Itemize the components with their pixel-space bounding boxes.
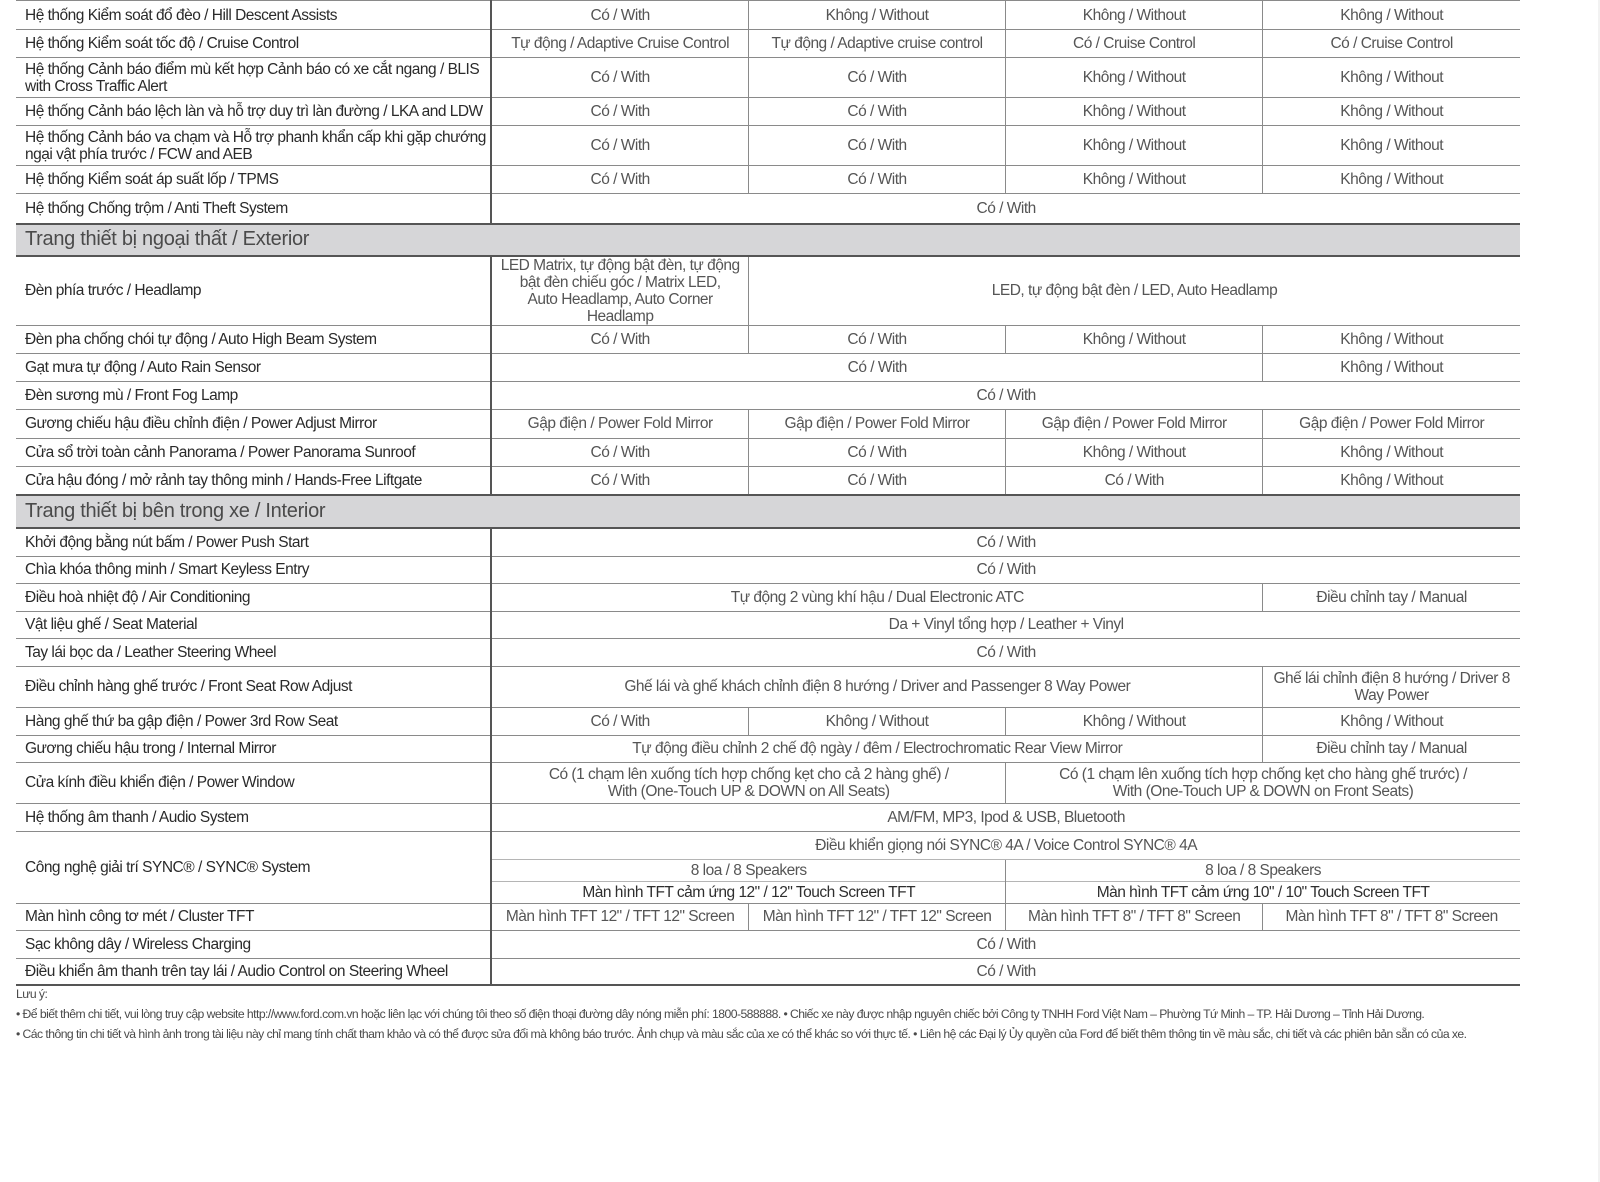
- spec-value: Điều chỉnh tay / Manual: [1263, 583, 1520, 611]
- spec-value: Màn hình TFT 12" / TFT 12" Screen: [748, 903, 1005, 930]
- spec-value: Có / With: [748, 126, 1005, 166]
- spec-value: Có / With: [491, 1, 748, 30]
- sync-speakers: 8 loa / 8 Speakers: [491, 859, 1005, 881]
- feature-label: Điều hoà nhiệt độ / Air Conditioning: [16, 583, 491, 611]
- feature-label: Gương chiếu hậu điều chỉnh điện / Power Adjust Mirror: [16, 409, 491, 438]
- spec-row-cluster-tft: [16, 903, 1520, 930]
- spec-value: Có / With: [491, 325, 748, 353]
- spec-value: Có / With: [491, 353, 1262, 381]
- spec-value: Có / With: [491, 930, 1520, 958]
- spec-value: Không / Without: [1006, 58, 1263, 98]
- spec-row-air-conditioning: [16, 583, 1520, 611]
- spec-value: Không / Without: [1263, 58, 1520, 98]
- spec-row-internal-mirror: [16, 735, 1520, 762]
- feature-label: Vật liệu ghế / Seat Material: [16, 611, 491, 638]
- spec-row-power-window: [16, 762, 1520, 803]
- feature-label: Gương chiếu hậu trong / Internal Mirror: [16, 735, 491, 762]
- spec-value: Điều chỉnh tay / Manual: [1263, 735, 1520, 762]
- spec-value: Có / With: [1006, 466, 1263, 495]
- spec-value: Không / Without: [1006, 707, 1263, 735]
- feature-label: Màn hình công tơ mét / Cluster TFT: [16, 903, 491, 930]
- spec-value: Có / With: [748, 58, 1005, 98]
- spec-value: Có / With: [491, 194, 1520, 224]
- feature-label: Cửa sổ trời toàn cảnh Panorama / Power Panorama Sunroof: [16, 438, 491, 466]
- spec-value: Ghế lái và ghế khách chỉnh điện 8 hướng / Driver and Passenger 8 Way Power: [491, 666, 1262, 707]
- spec-row-blis-with-cross-traffic-alert: [16, 58, 1520, 98]
- spec-value: Không / Without: [748, 707, 1005, 735]
- spec-row-audio-system: [16, 803, 1520, 831]
- spec-row-hill-descent-assists: [16, 1, 1520, 30]
- feature-label: Cửa kính điều khiển điện / Power Window: [16, 762, 491, 803]
- spec-value: Có / Cruise Control: [1006, 30, 1263, 58]
- spec-row-tpms: [16, 166, 1520, 194]
- spec-value: Có (1 chạm lên xuống tích hợp chống kẹt cho hàng ghế trước) / With (One-Touch UP & DOWN on Front Seats): [1006, 762, 1520, 803]
- spec-value: Không / Without: [1263, 466, 1520, 495]
- spec-row-power-3rd-row-seat: [16, 707, 1520, 735]
- feature-label: Gạt mưa tự động / Auto Rain Sensor: [16, 353, 491, 381]
- spec-value: Không / Without: [1263, 126, 1520, 166]
- spec-value: Có (1 chạm lên xuống tích hợp chống kẹt cho cả 2 hàng ghế) / With (One-Touch UP & DOWN on All Seats): [491, 762, 1005, 803]
- spec-value: Có / Cruise Control: [1263, 30, 1520, 58]
- spec-row-audio-control-on-steering-wheel: [16, 958, 1520, 985]
- spec-value: Có / With: [748, 325, 1005, 353]
- spec-value: AM/FM, MP3, Ipod & USB, Bluetooth: [491, 803, 1520, 831]
- spec-value: Có / With: [491, 98, 748, 126]
- spec-value: Gập điện / Power Fold Mirror: [1263, 409, 1520, 438]
- spec-row-anti-theft-system: [16, 194, 1520, 224]
- sync-touch-screen: Màn hình TFT cảm ứng 10" / 10" Touch Screen TFT: [1006, 881, 1520, 903]
- spec-row-power-panorama-sunroof: [16, 438, 1520, 466]
- section-header-interior: [16, 495, 1520, 528]
- feature-label: Hệ thống Cảnh báo lệch làn và hỗ trợ duy trì làn đường / LKA and LDW: [16, 98, 491, 126]
- spec-value: Tự động 2 vùng khí hậu / Dual Electronic ATC: [491, 583, 1262, 611]
- spec-value: Gập điện / Power Fold Mirror: [748, 409, 1005, 438]
- spec-value: Màn hình TFT 8" / TFT 8" Screen: [1006, 903, 1263, 930]
- feature-label: Hệ thống Kiểm soát tốc độ / Cruise Control: [16, 30, 491, 58]
- spec-row-fcw-and-aeb: [16, 126, 1520, 166]
- feature-label: Công nghệ giải trí SYNC® / SYNC® System: [16, 831, 491, 903]
- spec-value: Tự động / Adaptive cruise control: [748, 30, 1005, 58]
- spec-value: LED, tự động bật đèn / LED, Auto Headlamp: [748, 256, 1520, 326]
- spec-value: Không / Without: [1263, 166, 1520, 194]
- feature-label: Điều khiển âm thanh trên tay lái / Audio Control on Steering Wheel: [16, 958, 491, 985]
- section-header-exterior: [16, 224, 1520, 256]
- spec-value: Da + Vinyl tổng hợp / Leather + Vinyl: [491, 611, 1520, 638]
- spec-row-cruise-control: [16, 30, 1520, 58]
- spec-value: Không / Without: [1006, 166, 1263, 194]
- spec-row-auto-rain-sensor: [16, 353, 1520, 381]
- spec-row-headlamp: [16, 256, 1520, 326]
- spec-value: Có / With: [748, 438, 1005, 466]
- footnotes: [16, 984, 1556, 1044]
- feature-label: Tay lái bọc da / Leather Steering Wheel: [16, 638, 491, 666]
- spec-table: [16, 0, 1520, 986]
- feature-label: Hệ thống Kiểm soát áp suất lốp / TPMS: [16, 166, 491, 194]
- feature-label: Hệ thống Chống trộm / Anti Theft System: [16, 194, 491, 224]
- notes-line-1: • Để biết thêm chi tiết, vui lòng truy cập website http://www.ford.com.vn hoặc liên lạc với chúng tôi theo số điện thoại đường dây nóng miễn phí: 1800-588888. • Chiếc xe này được nhập nguyên chiếc bởi Công ty TNHH Ford Việt Nam – Phường Tứ Minh – TP. Hải Dương – Tỉnh Hải Dương.: [16, 1007, 1425, 1021]
- spec-row-smart-keyless-entry: [16, 556, 1520, 583]
- spec-value: Không / Without: [1263, 325, 1520, 353]
- notes-title: Lưu ý:: [16, 987, 48, 1001]
- spec-value: Tự động / Adaptive Cruise Control: [491, 30, 748, 58]
- spec-row-front-fog-lamp: [16, 381, 1520, 409]
- spec-value: Không / Without: [1006, 1, 1263, 30]
- spec-value: Không / Without: [748, 1, 1005, 30]
- spec-value: Không / Without: [1263, 1, 1520, 30]
- spec-value: Màn hình TFT 12" / TFT 12" Screen: [491, 903, 748, 930]
- section-title: Trang thiết bị ngoại thất / Exterior: [16, 224, 1520, 256]
- spec-value: Có / With: [491, 166, 748, 194]
- spec-value: Có / With: [491, 707, 748, 735]
- feature-label: Chìa khóa thông minh / Smart Keyless Entry: [16, 556, 491, 583]
- spec-value: Có / With: [748, 98, 1005, 126]
- spec-value: Không / Without: [1263, 438, 1520, 466]
- spec-value: Không / Without: [1263, 353, 1520, 381]
- spec-value: Không / Without: [1006, 438, 1263, 466]
- spec-value: Ghế lái chỉnh điện 8 hướng / Driver 8 Way Power: [1263, 666, 1520, 707]
- spec-value: Không / Without: [1263, 707, 1520, 735]
- spec-value: Có / With: [491, 638, 1520, 666]
- spec-row-leather-steering-wheel: [16, 638, 1520, 666]
- spec-value: Có / With: [748, 166, 1005, 194]
- spec-row-lka-and-ldw: [16, 98, 1520, 126]
- spec-sheet: [16, 0, 1520, 986]
- spec-value: Không / Without: [1006, 98, 1263, 126]
- spec-value: Có / With: [491, 58, 748, 98]
- feature-label: Hệ thống Kiểm soát đổ đèo / Hill Descent Assists: [16, 1, 491, 30]
- sync-speakers: 8 loa / 8 Speakers: [1006, 859, 1520, 881]
- feature-label: Điều chỉnh hàng ghế trước / Front Seat Row Adjust: [16, 666, 491, 707]
- feature-label: Sạc không dây / Wireless Charging: [16, 930, 491, 958]
- spec-value: LED Matrix, tự động bật đèn, tự động bật đèn chiếu góc / Matrix LED, Auto Headlamp, Auto Corner Headlamp: [491, 256, 748, 326]
- feature-label: Đèn pha chống chói tự động / Auto High Beam System: [16, 325, 491, 353]
- spec-value: Có / With: [491, 381, 1520, 409]
- spec-value: Có / With: [491, 528, 1520, 556]
- spec-row-power-adjust-mirror: [16, 409, 1520, 438]
- spec-value: Có / With: [491, 958, 1520, 985]
- spec-value: Có / With: [491, 556, 1520, 583]
- feature-label: Hệ thống Cảnh báo va chạm và Hỗ trợ phanh khẩn cấp khi gặp chướng ngại vật phía trước / FCW and AEB: [16, 126, 491, 166]
- spec-value: Không / Without: [1263, 98, 1520, 126]
- spec-row-sync-system: [16, 831, 1520, 859]
- spec-value: Có / With: [491, 466, 748, 495]
- spec-value: Có / With: [491, 126, 748, 166]
- spec-value: Không / Without: [1006, 126, 1263, 166]
- spec-value: Có / With: [491, 438, 748, 466]
- spec-row-power-push-start: [16, 528, 1520, 556]
- spec-row-hands-free-liftgate: [16, 466, 1520, 495]
- spec-row-auto-high-beam-system: [16, 325, 1520, 353]
- spec-row-seat-material: [16, 611, 1520, 638]
- feature-label: Đèn phía trước / Headlamp: [16, 256, 491, 326]
- feature-label: Hệ thống âm thanh / Audio System: [16, 803, 491, 831]
- feature-label: Khởi động bằng nút bấm / Power Push Start: [16, 528, 491, 556]
- spec-value: Tự động điều chỉnh 2 chế độ ngày / đêm / Electrochromatic Rear View Mirror: [491, 735, 1262, 762]
- spec-row-front-seat-row-adjust: [16, 666, 1520, 707]
- feature-label: Đèn sương mù / Front Fog Lamp: [16, 381, 491, 409]
- sync-touch-screen: Màn hình TFT cảm ứng 12" / 12" Touch Screen TFT: [491, 881, 1005, 903]
- spec-value: Gập điện / Power Fold Mirror: [1006, 409, 1263, 438]
- spec-value: Màn hình TFT 8" / TFT 8" Screen: [1263, 903, 1520, 930]
- sync-voice-control: Điều khiển giọng nói SYNC® 4A / Voice Control SYNC® 4A: [491, 831, 1520, 859]
- spec-row-wireless-charging: [16, 930, 1520, 958]
- spec-value: Gập điện / Power Fold Mirror: [491, 409, 748, 438]
- section-title: Trang thiết bị bên trong xe / Interior: [16, 495, 1520, 528]
- spec-value: Có / With: [748, 466, 1005, 495]
- notes-line-2: • Các thông tin chi tiết và hình ảnh trong tài liệu này chỉ mang tính chất tham khảo và có thể được sửa đổi mà không báo trước. Ảnh chụp và màu sắc của xe có thể khác so với thực tế. • Liên hệ các Đại lý Ủy quyền của Ford để biết thêm thông tin về màu sắc, chi tiết và các phiên bản sẵn có của xe.: [16, 1027, 1467, 1041]
- spec-value: Không / Without: [1006, 325, 1263, 353]
- feature-label: Hàng ghế thứ ba gập điện / Power 3rd Row Seat: [16, 707, 491, 735]
- feature-label: Hệ thống Cảnh báo điểm mù kết hợp Cảnh báo có xe cắt ngang / BLIS with Cross Traffic Alert: [16, 58, 491, 98]
- feature-label: Cửa hậu đóng / mở rảnh tay thông minh / Hands-Free Liftgate: [16, 466, 491, 495]
